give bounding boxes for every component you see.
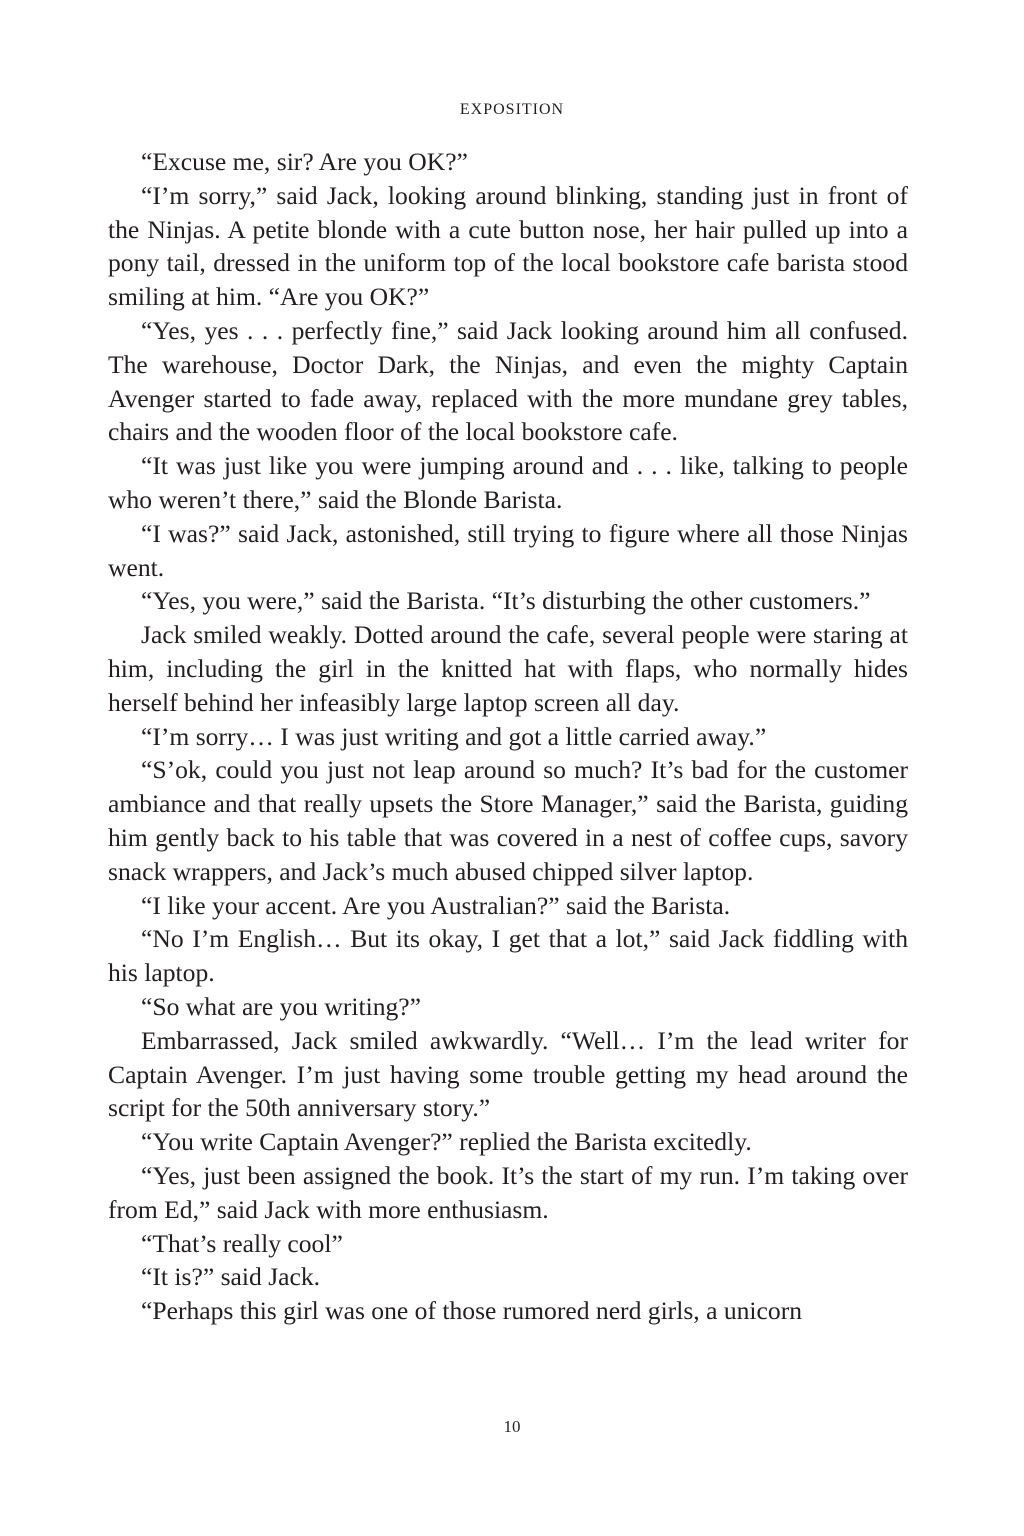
paragraph: Jack smiled weakly. Dotted around the cafe, several people were staring at him, including the girl in the knitted hat with flaps, who normally hides herself behind her infeasibly large laptop screen all day. — [108, 620, 908, 717]
paragraph: “I was?” said Jack, astonished, still trying to figure where all those Ninjas went. — [108, 518, 908, 582]
paragraph: “It was just like you were jumping around and . . . like, talking to people who weren’t there,” said the Blonde Barista. — [108, 451, 908, 514]
paragraph: “It is?” said Jack. — [141, 1262, 321, 1292]
paragraph: “Excuse me, sir? Are you OK?” — [141, 147, 468, 176]
paragraph: “So what are you writing?” — [141, 991, 422, 1021]
paragraph: “I’m sorry,” said Jack, looking around blinking, standing just in front of the Ninjas. A petite blonde with a cute button nose, her hair pulled up into a pony tail, dressed in the uniform top of the local bookstore cafe barista stood smiling at him. “Are you OK?” — [108, 180, 908, 312]
paragraph: “I like your accent. Are you Australian?” said the Barista. — [141, 890, 731, 920]
body-text — [108, 145, 908, 1328]
paragraph: Embarrassed, Jack smiled awkwardly. “Well… I’m the lead writer for Captain Avenger. I’m just having some trouble getting my head around the script for the 50th anniversary story.” — [108, 1025, 908, 1123]
paragraph: “Yes, yes . . . perfectly fine,” said Jack looking around him all confused. The warehouse, Doctor Dark, the Ninjas, and even the mighty Captain Avenger started to fade away, replaced with the more mundane grey tables, chairs and the wooden floor of the local bookstore cafe. — [108, 315, 908, 447]
paragraph: “I’m sorry… I was just writing and got a little carried away.” — [141, 721, 767, 751]
paragraph: “You write Captain Avenger?” replied the Barista excitedly. — [141, 1127, 752, 1157]
paragraph: “S’ok, could you just not leap around so much? It’s bad for the customer ambiance and that really upsets the Store Manager,” said the Barista, guiding him gently back to his table that was covered in a nest of coffee cups, savory snack wrappers, and Jack’s much abused chipped silver laptop. — [108, 755, 908, 886]
paragraph-continued: “Perhaps this girl was one of those rumored nerd girls, a unicorn — [141, 1296, 803, 1326]
paragraph: “That’s really cool” — [141, 1228, 343, 1258]
paragraph: “No I’m English… But its okay, I get that a lot,” said Jack fiddling with his laptop. — [108, 924, 908, 988]
page-number: 10 — [503, 1417, 521, 1436]
paragraph: “Yes, you were,” said the Barista. “It’s disturbing the other customers.” — [141, 586, 871, 616]
paragraph: “Yes, just been assigned the book. It’s the start of my run. I’m taking over from Ed,” said Jack with more enthusiasm. — [108, 1160, 908, 1224]
running-head: EXPOSITION — [459, 101, 565, 118]
